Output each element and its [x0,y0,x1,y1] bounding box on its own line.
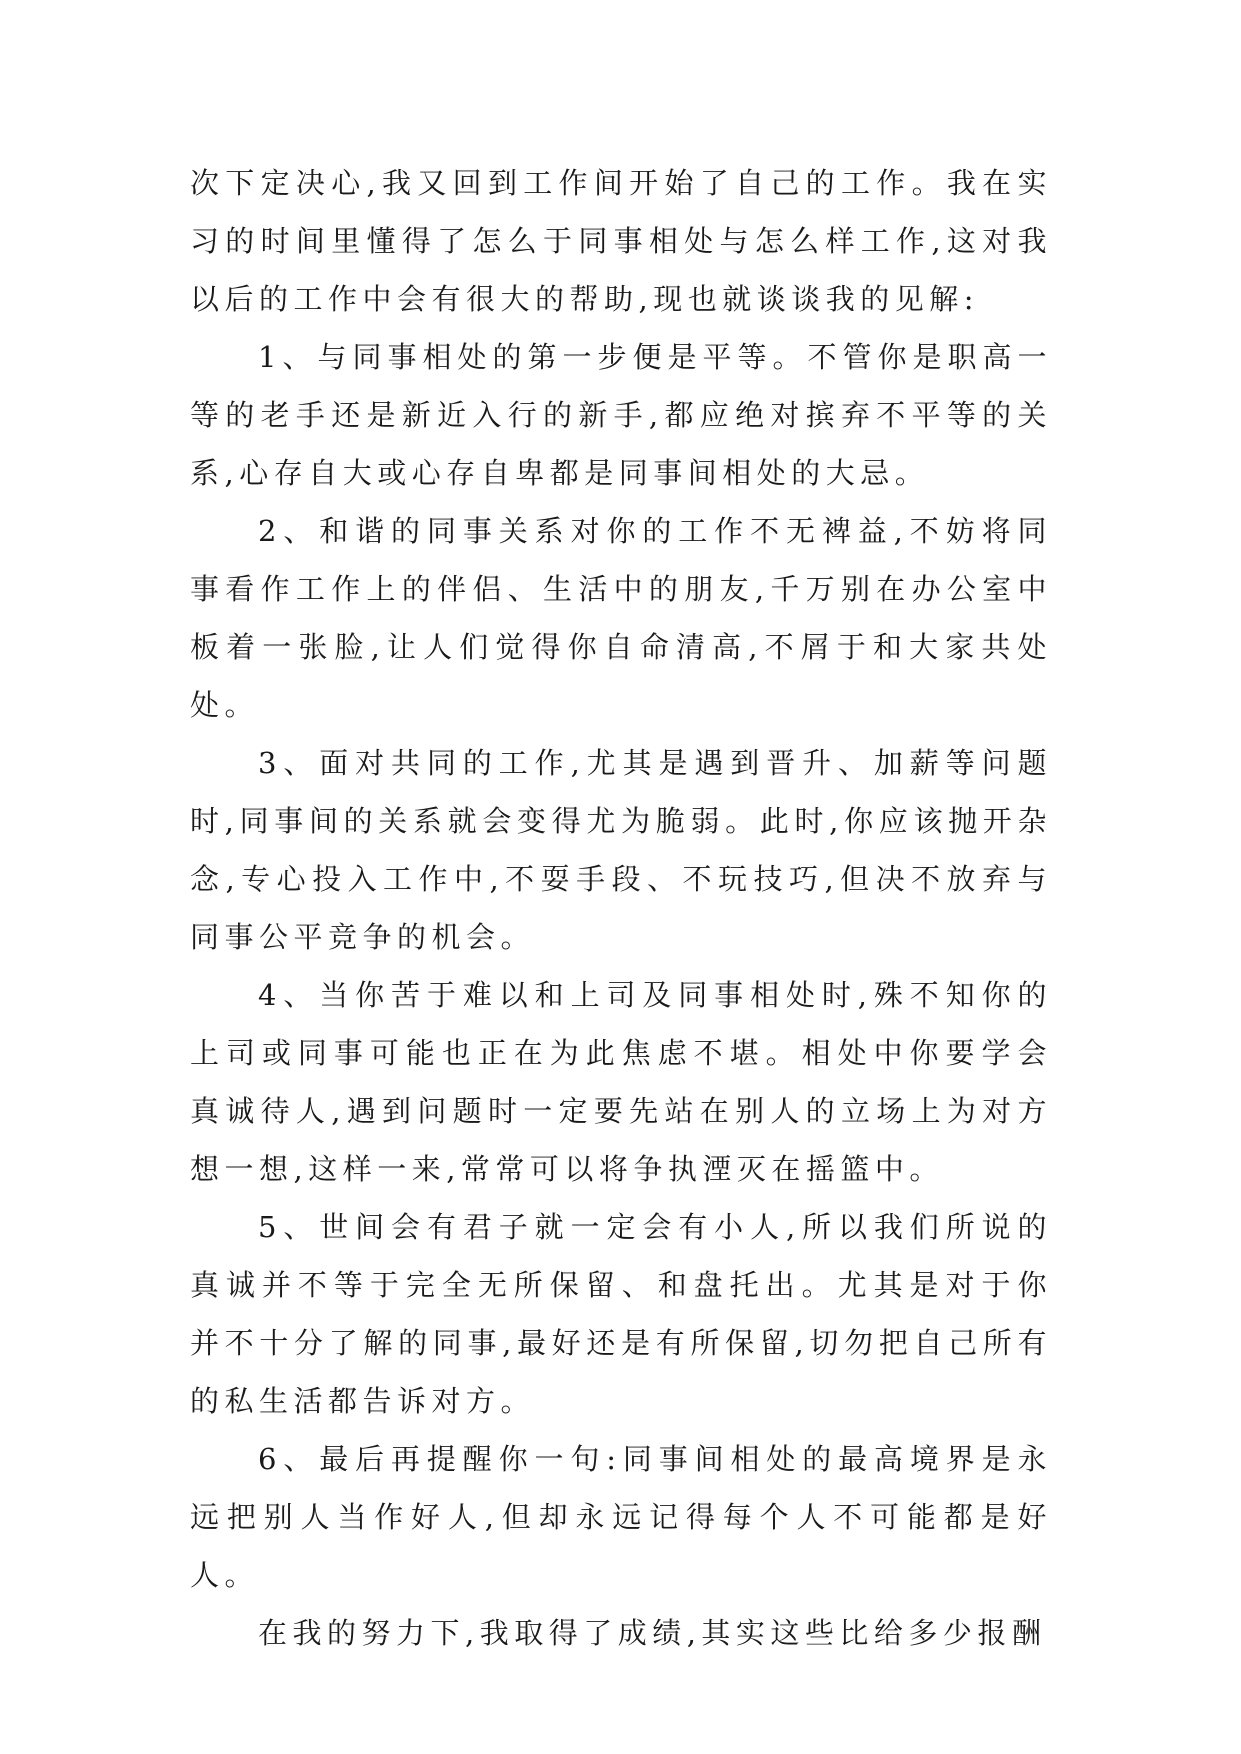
paragraph-intro: 次下定决心,我又回到工作间开始了自己的工作。我在实习的时间里懂得了怎么于同事相处与怎么样工作,这对我以后的工作中会有很大的帮助,现也就谈谈我的见解: [190,166,1052,316]
paragraph-item-1: 1、与同事相处的第一步便是平等。不管你是职高一等的老手还是新近入行的新手,都应绝对摈弃不平等的关系,心存自大或心存自卑都是同事间相处的大忌。 [190,340,1052,490]
document-body [190,154,1052,1662]
paragraph-item-6: 6、最后再提醒你一句:同事间相处的最高境界是永远把别人当作好人,但却永远记得每个人不可能都是好人。 [190,1442,1052,1592]
paragraph-closing: 在我的努力下,我取得了成绩,其实这些比给多少报酬 [258,1616,1047,1650]
paragraph-item-2: 2、和谐的同事关系对你的工作不无裨益,不妨将同事看作工作上的伴侣、生活中的朋友,千万别在办公室中板着一张脸,让人们觉得你自命清高,不屑于和大家共处处。 [190,514,1052,722]
paragraph-item-5: 5、世间会有君子就一定会有小人,所以我们所说的真诚并不等于完全无所保留、和盘托出。尤其是对于你并不十分了解的同事,最好还是有所保留,切勿把自己所有的私生活都告诉对方。 [190,1210,1052,1418]
paragraph-item-4: 4、当你苦于难以和上司及同事相处时,殊不知你的上司或同事可能也正在为此焦虑不堪。相处中你要学会真诚待人,遇到问题时一定要先站在别人的立场上为对方想一想,这样一来,常常可以将争执湮灭在摇篮中。 [190,978,1052,1186]
paragraph-item-3: 3、面对共同的工作,尤其是遇到晋升、加薪等问题时,同事间的关系就会变得尤为脆弱。此时,你应该抛开杂念,专心投入工作中,不耍手段、不玩技巧,但决不放弃与同事公平竞争的机会。 [190,746,1052,954]
